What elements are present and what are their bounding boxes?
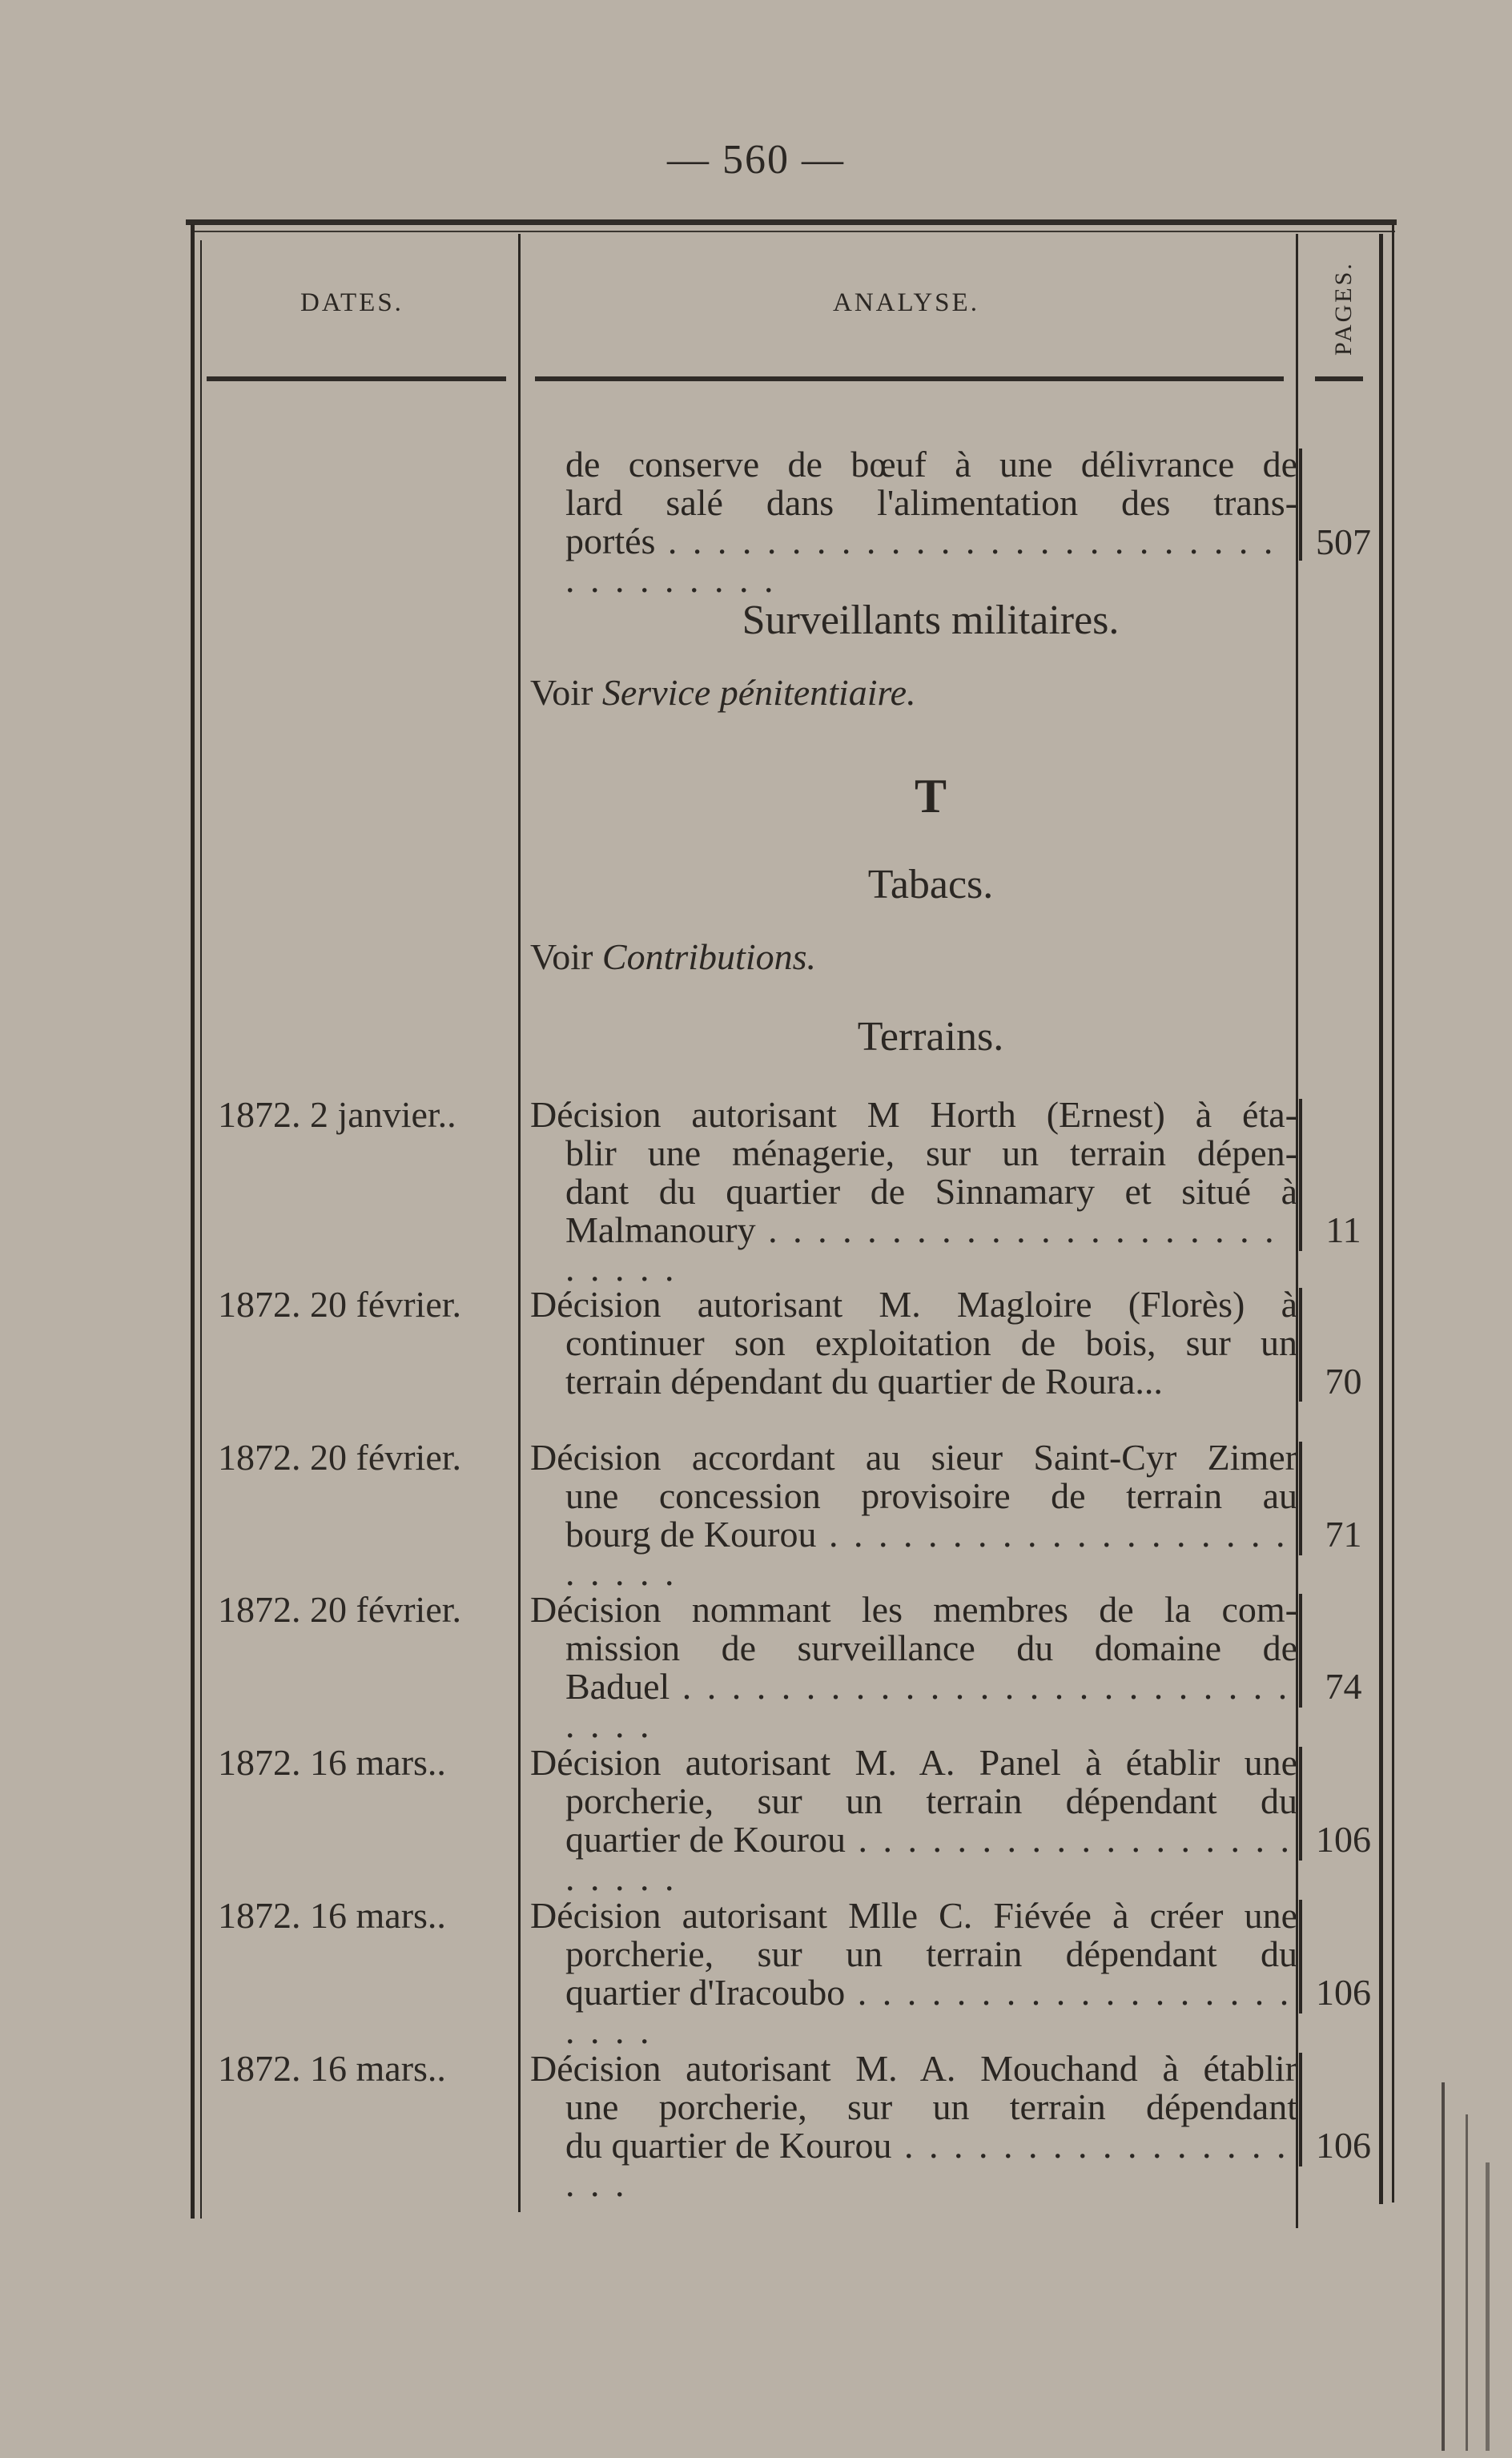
entry-line: une porcherie, sur un terrain dépendant xyxy=(565,2086,1297,2127)
entry-page: 71 xyxy=(1325,1514,1362,1555)
entry-line: Décision autorisant M Horth (Ernest) à éta- xyxy=(530,1094,1297,1135)
entry-bracket xyxy=(1299,2053,1302,2166)
entry-line: Malmanoury . . . . . . . . . . . . . . . . . . . . . . . . . . xyxy=(565,1209,1277,1289)
entry-bracket xyxy=(1299,1747,1302,1861)
entry-page: 106 xyxy=(1316,1819,1371,1860)
entry-line: Décision autorisant Mlle C. Fiévée à créer une xyxy=(530,1895,1297,1936)
entry-page: 106 xyxy=(1316,1972,1371,2013)
entry-bracket xyxy=(1299,1099,1302,1251)
entry-bracket xyxy=(1299,1594,1302,1708)
table-right-border-outer xyxy=(1392,224,1394,2203)
entry-page: 11 xyxy=(1325,1209,1361,1250)
table-right-border xyxy=(1379,234,1383,2204)
entry-date: 1872. 2 janvier.. xyxy=(218,1094,456,1135)
voir-surveillants xyxy=(530,671,916,714)
header-dates: DATES. xyxy=(300,288,404,317)
entry-date: 1872. 20 février. xyxy=(218,1284,462,1325)
entry-line: Décision accordant au sieur Saint-Cyr Zimer xyxy=(530,1437,1297,1478)
entry-analysis xyxy=(530,1438,1297,1592)
entry-page: 70 xyxy=(1325,1361,1362,1402)
entry-date: 1872. 16 mars.. xyxy=(218,1895,446,1936)
entry-analysis xyxy=(530,2050,1297,2203)
entry-line: du quartier de Kourou . . . . . . . . . . . . . . . . . . . xyxy=(565,2125,1289,2204)
entry-line: porcherie, sur un terrain dépendant du xyxy=(565,1780,1297,1821)
voir-reference: Service pénitentiaire. xyxy=(601,672,916,713)
entry-bracket xyxy=(1299,1442,1302,1555)
section-letter: T xyxy=(914,770,947,823)
entry-line: bourg de Kourou . . . . . . . . . . . . . . . . . . . . . . . . xyxy=(565,1514,1289,1593)
entry-line: Décision autorisant M. A. Mouchand à établir xyxy=(530,2048,1297,2089)
heading-tabacs: Tabacs. xyxy=(867,862,994,907)
table-top-rule-thin xyxy=(191,231,1395,232)
entry-line: blir une ménagerie, sur un terrain dépen- xyxy=(565,1132,1297,1173)
entry-line: continuer son exploitation de bois, sur un xyxy=(565,1322,1297,1363)
entry-page: 106 xyxy=(1316,2125,1371,2166)
table-left-border xyxy=(191,224,195,2219)
header-rule-analyse xyxy=(535,376,1284,381)
table-left-border-inner xyxy=(200,240,202,2219)
page-number: — 560 — xyxy=(667,137,845,183)
voir-reference: Contributions. xyxy=(601,936,816,977)
entry-line: porcherie, sur un terrain dépendant du xyxy=(565,1933,1297,1974)
entry-line: quartier de Kourou . . . . . . . . . . . . . . . . . . . . . . . xyxy=(565,1819,1293,1898)
table-top-rule xyxy=(186,219,1397,225)
entry-analysis xyxy=(530,1897,1297,2050)
entry-analysis xyxy=(530,1096,1297,1288)
entry-line: Décision autorisant M. A. Panel à établir une xyxy=(530,1742,1297,1783)
continuation-entry xyxy=(530,445,1297,599)
entry-analysis xyxy=(530,1591,1297,1744)
heading-terrains: Terrains. xyxy=(857,1014,1004,1060)
header-rule-pages xyxy=(1315,376,1363,381)
entry-date: 1872. 16 mars.. xyxy=(218,1742,446,1783)
page-edge-mark xyxy=(1466,2114,1468,2451)
voir-tabacs xyxy=(530,935,816,978)
continuation-bracket xyxy=(1299,449,1302,561)
entry-line: Décision nommant les membres de la com- xyxy=(530,1589,1297,1630)
header-rule-dates xyxy=(207,376,506,381)
continuation-page: 507 xyxy=(1316,521,1371,562)
header-pages: PAGES. xyxy=(1330,261,1357,356)
entry-bracket xyxy=(1299,1900,1302,2013)
continuation-line-3: portés . . . . . . . . . . . . . . . . . . . . . . . . . . . . . . . . . . xyxy=(565,521,1277,600)
entry-line: mission de surveillance du domaine de xyxy=(565,1627,1297,1668)
column-divider-dates xyxy=(518,234,521,2212)
entry-date: 1872. 20 février. xyxy=(218,1589,462,1630)
continuation-line-1: de conserve de bœuf à une délivrance de xyxy=(565,444,1297,485)
entry-analysis xyxy=(530,1744,1297,1897)
entry-page: 74 xyxy=(1325,1666,1362,1707)
page-edge-mark xyxy=(1486,2162,1490,2451)
voir-label: Voir xyxy=(530,936,593,977)
entry-analysis xyxy=(530,1285,1297,1401)
page-edge-mark xyxy=(1442,2082,1445,2451)
entry-date: 1872. 16 mars.. xyxy=(218,2048,446,2089)
continuation-line-2: lard salé dans l'alimentation des trans- xyxy=(565,482,1297,523)
entry-line: quartier d'Iracoubo . . . . . . . . . . . . . . . . . . . . . . xyxy=(565,1972,1293,2051)
heading-surveillants: Surveillants militaires. xyxy=(742,597,1120,643)
entry-line: Décision autorisant M. Magloire (Florès) à xyxy=(530,1284,1297,1325)
entry-bracket xyxy=(1299,1288,1302,1402)
header-analyse: ANALYSE. xyxy=(833,288,979,317)
voir-label: Voir xyxy=(530,672,593,713)
entry-line: dant du quartier de Sinnamary et situé à xyxy=(565,1171,1297,1212)
entry-date: 1872. 20 février. xyxy=(218,1437,462,1478)
entry-line: terrain dépendant du quartier de Roura... xyxy=(565,1361,1163,1402)
entry-line: une concession provisoire de terrain au xyxy=(565,1475,1297,1516)
entry-line: Baduel . . . . . . . . . . . . . . . . . . . . . . . . . . . . . xyxy=(565,1666,1291,1745)
